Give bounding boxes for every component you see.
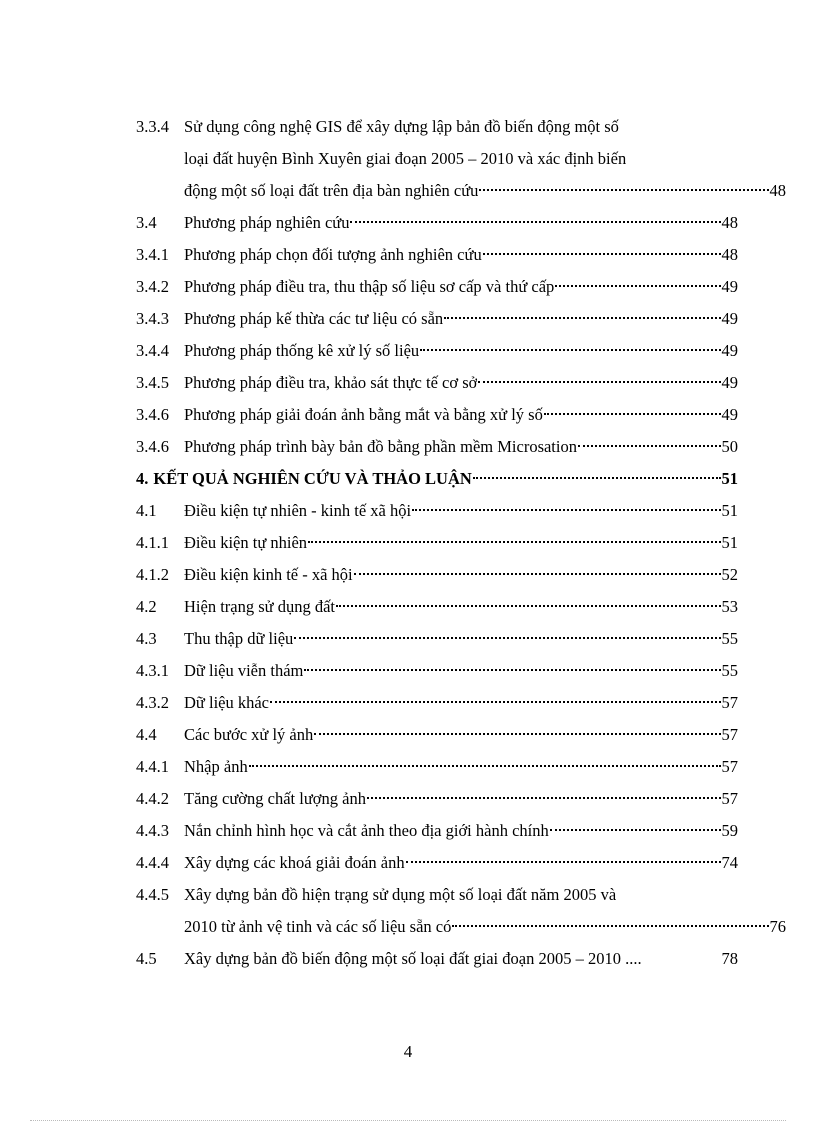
toc-entry-title: Xây dựng bản đồ hiện trạng sử dụng một số loại đất năm 2005 và xyxy=(184,885,617,904)
toc-entry-4-4-3[interactable] xyxy=(136,815,738,847)
toc-entry-4-1-2[interactable] xyxy=(136,559,738,591)
toc-entry-3-4-1[interactable] xyxy=(136,239,738,271)
dot-leader xyxy=(473,461,721,480)
toc-entry-number: 4.1.1 xyxy=(136,533,169,552)
toc-entry-4-4-2[interactable] xyxy=(136,783,738,815)
toc-entry-page: 49 xyxy=(721,373,738,392)
toc-entry-number: 3.4.3 xyxy=(136,309,169,328)
toc-entry-title: Xây dựng các khoá giải đoán ảnh xyxy=(184,853,405,872)
toc-entry-page: 55 xyxy=(721,661,738,680)
toc-entry-title: Phương pháp trình bày bản đồ bằng phần mềm Microsation xyxy=(184,437,577,456)
toc-entry-title: Điều kiện tự nhiên - kinh tế xã hội xyxy=(184,501,412,520)
toc-entry-title: Thu thập dữ liệu xyxy=(184,629,294,648)
toc-entry-number: 3.4.6 xyxy=(136,405,169,424)
toc-chapter-4[interactable] xyxy=(136,463,738,495)
toc-entry-page: 78 xyxy=(721,949,738,968)
toc-entry-title: Phương pháp nghiên cứu xyxy=(184,213,350,232)
toc-entry-title: Nắn chỉnh hình học và cắt ảnh theo địa giới hành chính xyxy=(184,821,549,840)
toc-entry-page: 48 xyxy=(721,213,738,232)
toc-entry-page: 51 xyxy=(721,533,738,552)
dot-leader xyxy=(367,781,721,800)
toc-entry-continuation xyxy=(136,143,786,175)
dot-leader xyxy=(354,557,721,576)
dot-leader xyxy=(336,589,721,608)
dot-leader xyxy=(444,301,720,320)
toc-entry-page: 57 xyxy=(721,757,738,776)
dot-leader xyxy=(294,621,720,640)
toc-entry-title: KẾT QUẢ NGHIÊN CỨU VÀ THẢO LUẬN xyxy=(153,469,472,488)
dot-leader xyxy=(270,685,721,704)
dot-leader xyxy=(478,365,720,384)
toc-entry-page: 48 xyxy=(769,181,786,200)
dot-leader xyxy=(350,205,720,224)
toc-entry-number: 3.4.5 xyxy=(136,373,169,392)
toc-entry-title: Dữ liệu khác xyxy=(184,693,269,712)
dot-leader xyxy=(483,237,721,256)
toc-entry-number: 3.4.4 xyxy=(136,341,169,360)
toc-entry-title: Phương pháp điều tra, thu thập số liệu sơ cấp và thứ cấp xyxy=(184,277,555,296)
toc-entry-number: 4.4 xyxy=(136,725,157,744)
toc-entry-title: Sử dụng công nghệ GIS để xây dựng lập bản đồ biến động một số xyxy=(184,117,619,136)
toc-entry-4-1-1[interactable] xyxy=(136,527,738,559)
toc-entry-3-4-5[interactable] xyxy=(136,367,738,399)
toc-entry-3-4-3[interactable] xyxy=(136,303,738,335)
toc-entry-4-3-1[interactable] xyxy=(136,655,738,687)
toc-entry-title: Phương pháp điều tra, khảo sát thực tế cơ sở xyxy=(184,373,478,392)
toc-entry-title: Dữ liệu viễn thám xyxy=(184,661,304,680)
toc-entry-number: 4. xyxy=(136,469,149,488)
toc-entry-number: 4.4.4 xyxy=(136,853,169,872)
toc-entry-page: 49 xyxy=(721,341,738,360)
dot-leader xyxy=(544,397,721,416)
toc-entry-title: Phương pháp kế thừa các tư liệu có sẵn xyxy=(184,309,444,328)
footer-divider xyxy=(30,1120,786,1121)
toc-entry-title: Phương pháp giải đoán ảnh bằng mắt và bằng xử lý số xyxy=(184,405,543,424)
toc-entry-3-3-4[interactable] xyxy=(136,111,738,143)
toc-entry-continuation xyxy=(136,175,786,207)
dot-leader xyxy=(249,749,721,768)
toc-entry-number: 3.4.6 xyxy=(136,437,169,456)
toc-entry-title: Phương pháp thống kê xử lý số liệu xyxy=(184,341,420,360)
toc-entry-3-4-4[interactable] xyxy=(136,335,738,367)
toc-entry-number: 3.3.4 xyxy=(136,117,169,136)
toc-entry-page: 50 xyxy=(721,437,738,456)
toc-entry-title: 2010 từ ảnh vệ tinh và các số liệu sẵn có xyxy=(184,917,452,936)
toc-entry-number: 4.3.1 xyxy=(136,661,169,680)
toc-entry-4-4-4[interactable] xyxy=(136,847,738,879)
toc-entry-page: 48 xyxy=(721,245,738,264)
toc-entry-page: 55 xyxy=(721,629,738,648)
toc-entry-page: 49 xyxy=(721,405,738,424)
dot-leader xyxy=(412,493,720,512)
toc-entry-page: 51 xyxy=(721,501,738,520)
dot-leader xyxy=(550,813,721,832)
dot-leader xyxy=(479,173,768,192)
toc-entry-title: Tăng cường chất lượng ảnh xyxy=(184,789,366,808)
toc-entry-4-4-5[interactable] xyxy=(136,879,738,911)
dot-leader xyxy=(304,653,720,672)
dot-leader xyxy=(578,429,721,448)
toc-entry-title: loại đất huyện Bình Xuyên giai đoạn 2005 – 2010 và xác định biến xyxy=(184,149,627,168)
toc-entry-number: 4.4.5 xyxy=(136,885,169,904)
toc-entry-4-3[interactable] xyxy=(136,623,738,655)
toc-entry-number: 4.3 xyxy=(136,629,157,648)
toc-entry-page: 59 xyxy=(721,821,738,840)
toc-entry-title: Phương pháp chọn đối tượng ảnh nghiên cứu xyxy=(184,245,482,264)
toc-entry-3-4-6b[interactable] xyxy=(136,431,738,463)
toc-entry-4-5[interactable] xyxy=(136,943,738,975)
toc-entry-title: Điều kiện kinh tế - xã hội xyxy=(184,565,353,584)
toc-entry-4-4[interactable] xyxy=(136,719,738,751)
toc-entry-page: 74 xyxy=(721,853,738,872)
toc-entry-page: 57 xyxy=(721,789,738,808)
toc-entry-page: 49 xyxy=(721,309,738,328)
toc-entry-4-3-2[interactable] xyxy=(136,687,738,719)
toc-entry-page: 76 xyxy=(769,917,786,936)
toc-entry-number: 4.4.3 xyxy=(136,821,169,840)
toc-entry-4-1[interactable] xyxy=(136,495,738,527)
toc-entry-4-2[interactable] xyxy=(136,591,738,623)
dot-leader xyxy=(308,525,720,544)
toc-entry-number: 4.2 xyxy=(136,597,157,616)
toc-entry-number: 3.4 xyxy=(136,213,157,232)
toc-entry-number: 4.4.1 xyxy=(136,757,169,776)
toc-entry-number: 3.4.2 xyxy=(136,277,169,296)
toc-entry-page: 53 xyxy=(721,597,738,616)
toc-entry-number: 3.4.1 xyxy=(136,245,169,264)
dot-leader xyxy=(420,333,720,352)
toc-entry-3-4-2[interactable] xyxy=(136,271,738,303)
toc-entry-number: 4.5 xyxy=(136,949,157,968)
toc-entry-title: động một số loại đất trên địa bàn nghiên cứu xyxy=(184,181,479,200)
toc-entry-page: 49 xyxy=(721,277,738,296)
dot-leader xyxy=(314,717,720,736)
toc-entry-number: 4.1 xyxy=(136,501,157,520)
toc-entry-page: 57 xyxy=(721,725,738,744)
page-number: 4 xyxy=(403,1042,413,1061)
toc-entry-number: 4.3.2 xyxy=(136,693,169,712)
toc-entry-title: Nhập ảnh xyxy=(184,757,248,776)
dot-leader xyxy=(555,269,720,288)
toc-entry-page: 52 xyxy=(721,565,738,584)
toc-entry-title: Xây dựng bản đồ biến động một số loại đất giai đoạn 2005 – 2010 .... xyxy=(184,949,642,968)
toc-entry-page: 57 xyxy=(721,693,738,712)
toc-entry-title: Hiện trạng sử dụng đất xyxy=(184,597,335,616)
dot-leader xyxy=(452,909,768,928)
toc-entry-title: Điều kiện tự nhiên xyxy=(184,533,308,552)
toc-entry-title: Các bước xử lý ảnh xyxy=(184,725,314,744)
toc-entry-continuation xyxy=(136,911,786,943)
toc-entry-3-4[interactable] xyxy=(136,207,738,239)
toc-entry-3-4-6[interactable] xyxy=(136,399,738,431)
toc-entry-number: 4.4.2 xyxy=(136,789,169,808)
toc-entry-page: 51 xyxy=(721,469,738,488)
toc-entry-4-4-1[interactable] xyxy=(136,751,738,783)
dot-leader xyxy=(406,845,721,864)
toc-entry-number: 4.1.2 xyxy=(136,565,169,584)
